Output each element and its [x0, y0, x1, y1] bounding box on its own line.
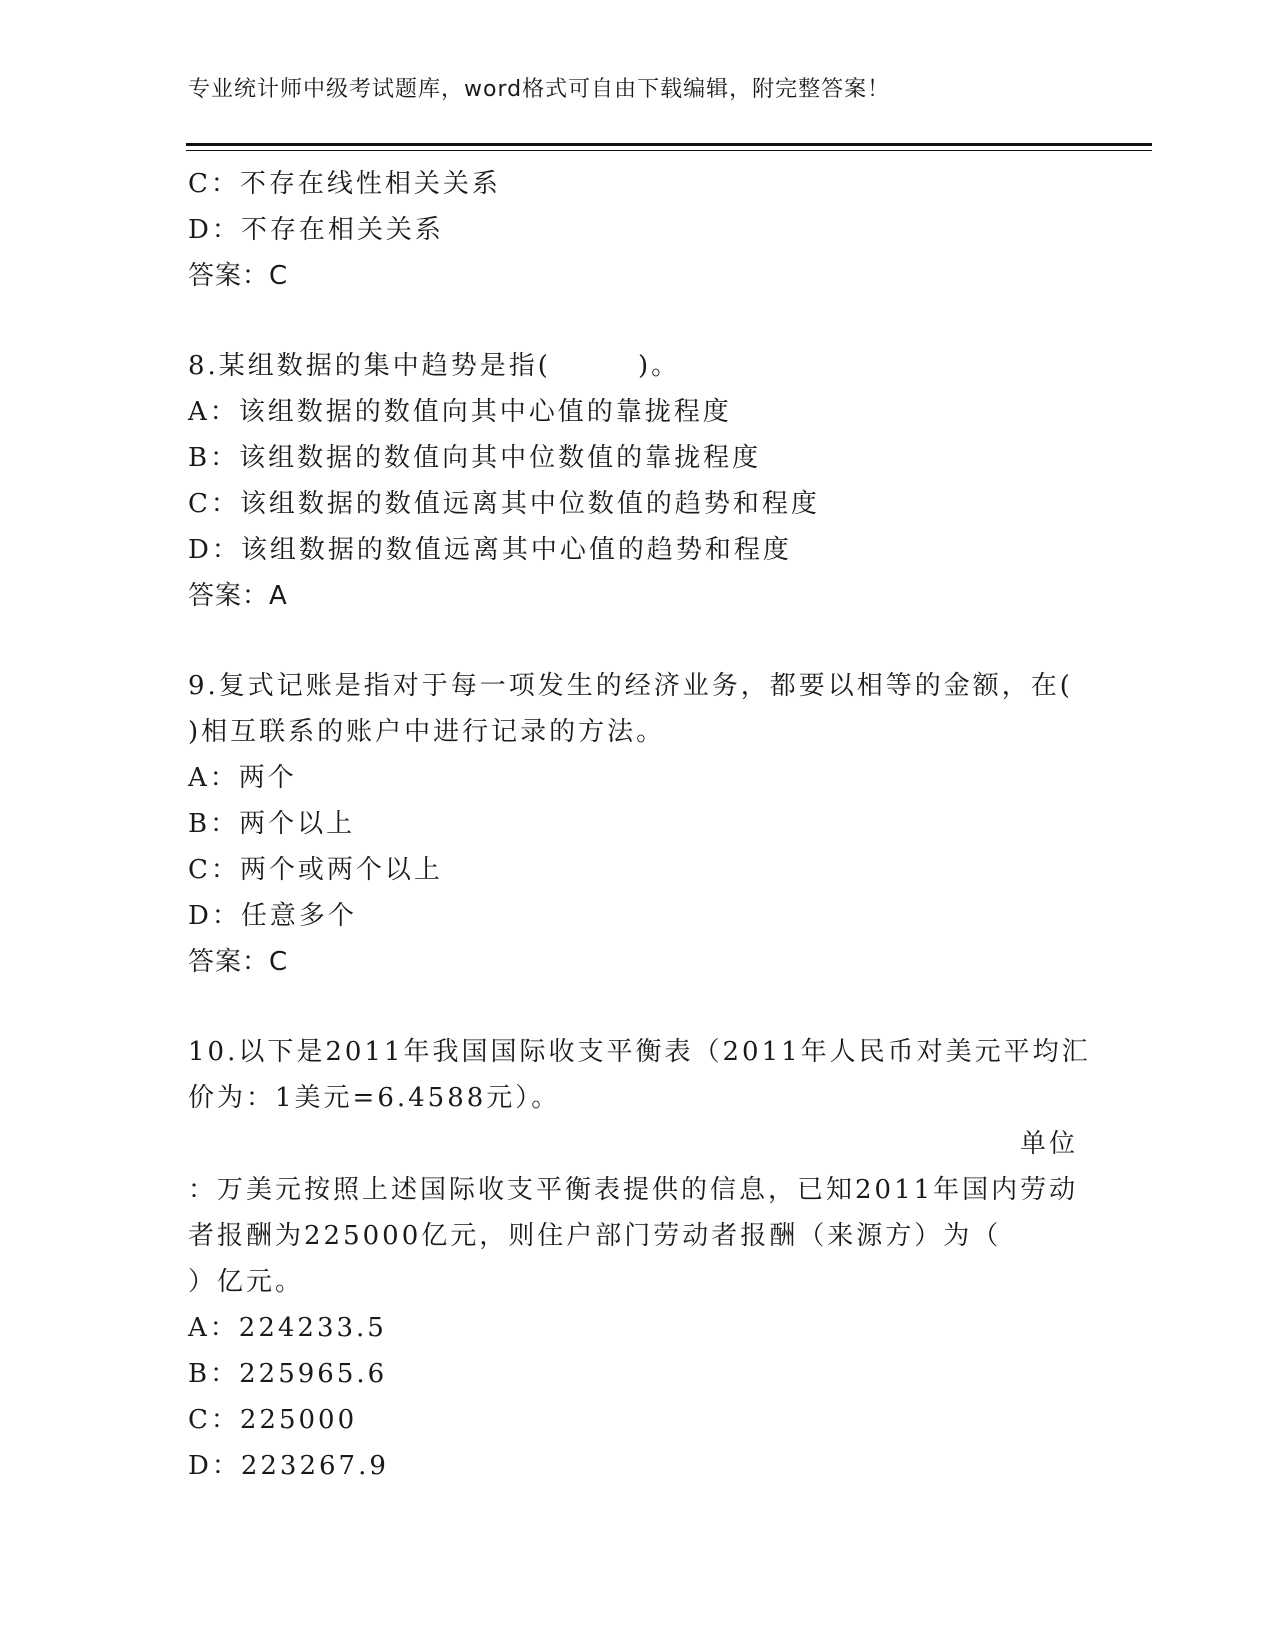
question-8-stem: 8.某组数据的集中趋势是指( )。 [188, 351, 681, 381]
question-10-option-b: B：225965.6 [188, 1359, 388, 1389]
question-9-option-a: A：两个 [188, 763, 297, 793]
question-9-option-b: B：两个以上 [188, 809, 356, 839]
header-rule-thick [186, 143, 1152, 146]
question-9-answer: 答案：C [188, 947, 289, 977]
option-d: D：不存在相关关系 [188, 215, 444, 245]
question-9-stem-line-1: 9.复式记账是指对于每一项发生的经济业务，都要以相等的金额，在( [188, 671, 1073, 701]
question-10-stem-line-5: ）亿元。 [188, 1267, 305, 1297]
page-header: 专业统计师中级考试题库，word格式可自由下载编辑，附完整答案！ [188, 77, 891, 102]
question-9-option-c: C：两个或两个以上 [188, 855, 443, 885]
question-10-stem-line-4: 者报酬为225000亿元，则住户部门劳动者报酬（来源方）为（ [188, 1221, 1002, 1251]
question-content [188, 161, 1091, 1489]
question-8-option-d: D：该组数据的数值远离其中心值的趋势和程度 [188, 535, 792, 565]
question-8-option-a: A：该组数据的数值向其中心值的靠拢程度 [188, 397, 732, 427]
question-10-unit: 单位 [1019, 1129, 1078, 1159]
question-9-option-d: D：任意多个 [188, 901, 357, 931]
question-10-stem-line-1: 10.以下是2011年我国国际收支平衡表（2011年人民币对美元平均汇 [188, 1037, 1091, 1067]
question-8-option-c: C：该组数据的数值远离其中位数值的趋势和程度 [188, 489, 820, 519]
question-10-option-c: C：225000 [188, 1405, 358, 1435]
answer-label: 答案：C [188, 261, 289, 291]
question-9-stem-line-2: )相互联系的账户中进行记录的方法。 [188, 717, 666, 747]
question-8-option-b: B：该组数据的数值向其中位数值的靠拢程度 [188, 443, 762, 473]
question-10-option-a: A：224233.5 [188, 1313, 387, 1343]
question-8-answer: 答案：A [188, 581, 288, 611]
question-10-stem-line-2: 价为：1美元=6.4588元）。 [188, 1083, 561, 1113]
header-rule-thin [186, 150, 1152, 151]
question-10-option-d: D：223267.9 [188, 1451, 389, 1481]
option-c: C：不存在线性相关关系 [188, 169, 501, 199]
question-10-stem-line-3: ：万美元按照上述国际收支平衡表提供的信息，已知2011年国内劳动 [188, 1175, 1079, 1205]
